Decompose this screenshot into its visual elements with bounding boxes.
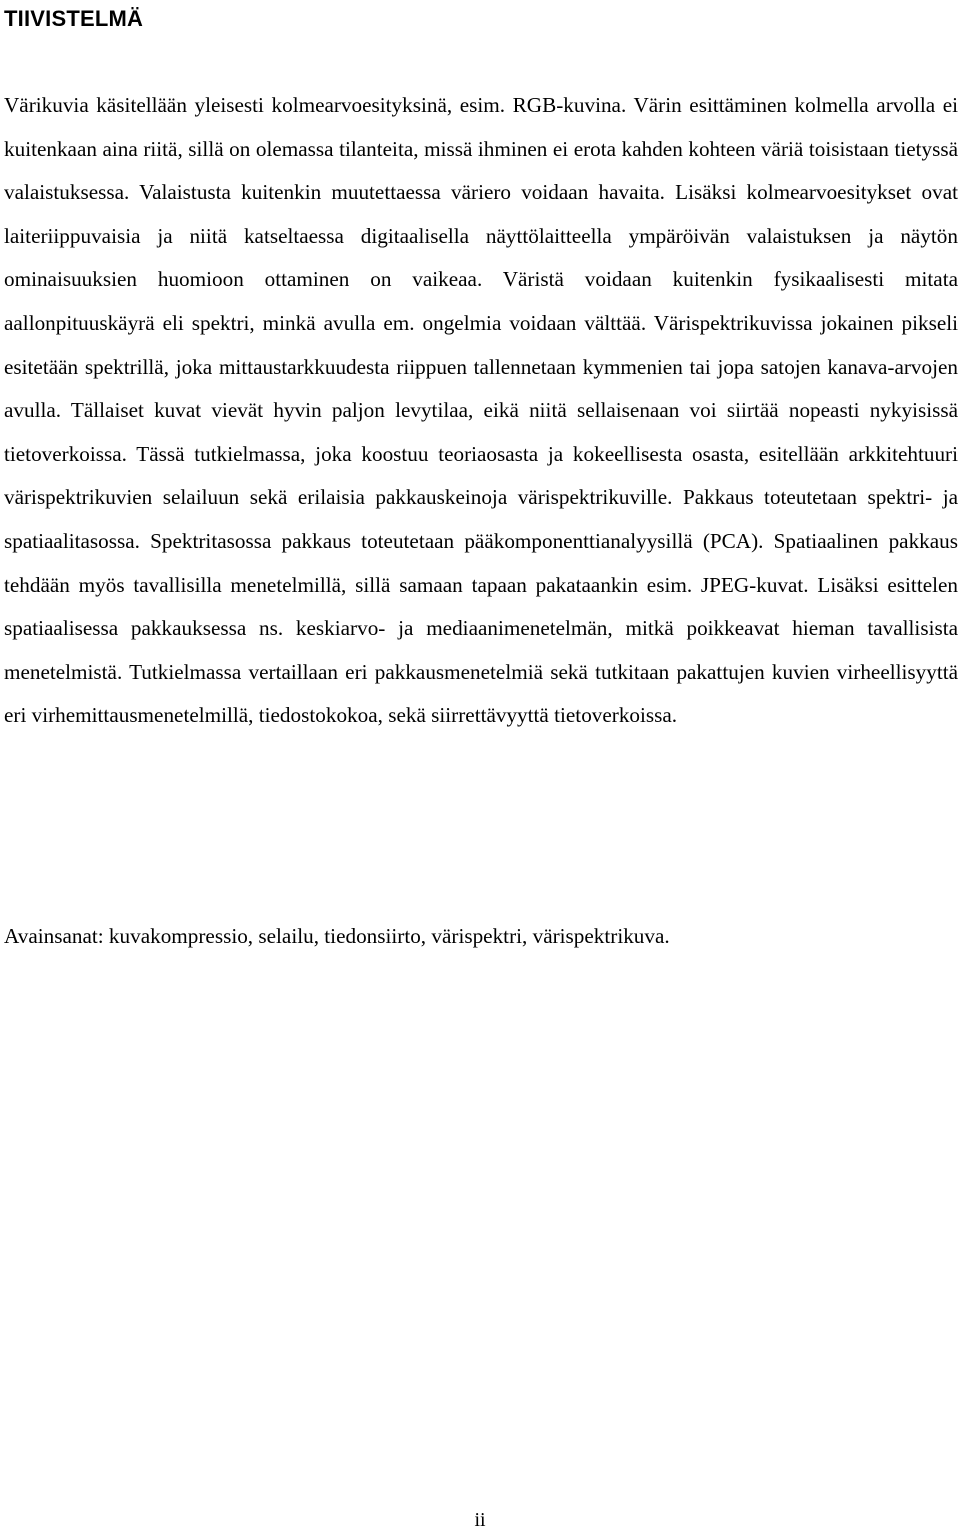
page-number: ii <box>474 1509 486 1531</box>
keywords-line: Avainsanat: kuvakompressio, selailu, tiedonsiirto, värispektri, värispektrikuva. <box>4 924 670 948</box>
abstract-heading: TIIVISTELMÄ <box>4 6 144 31</box>
abstract-paragraph: Värikuvia käsitellään yleisesti kolmearvoesityksinä, esim. RGB-kuvina. Värin esittäminen kolmella arvolla ei kuitenkaan aina riitä, sillä on olemassa tilanteita, missä ihminen ei erota kahden kohteen väriä toisistaan tietyssä valaistuksessa. Valaistusta kuitenkin muutettaessa väriero voidaan havaita. Lisäksi kolmearvoesitykset ovat laiteriippuvaisia ja niitä katseltaessa digitaalisella näyttölaitteella ympäröivän valaistuksen ja näytön ominaisuuksien huomioon ottaminen on vaikeaa. Väristä voidaan kuitenkin fysikaalisesti mitata aallonpituuskäyrä eli spektri, minkä avulla em. ongelmia voidaan välttää. Värispektrikuvissa jokainen pikseli esitetään spektrillä, joka mittaustarkkuudesta riippuen tallennetaan kymmenien tai jopa satojen kanava-arvojen avulla. Tällaiset kuvat vievät hyvin paljon levytilaa, eikä niitä sellaisenaan voi siirtää nopeasti nykyisissä tietoverkoissa. Tässä tutkielmassa, joka koostuu teoriaosasta ja kokeellisesta osasta, esitellään arkkitehtuuri värispektrikuvien selailuun sekä erilaisia pakkauskeinoja värispektrikuville. Pakkaus toteutetaan spektri- ja spatiaalitasossa. Spektritasossa pakkaus toteutetaan pääkomponenttianalyysillä (PCA). Spatiaalinen pakkaus tehdään myös tavallisilla menetelmillä, sillä samaan tapaan pakataankin esim. JPEG-kuvat. Lisäksi esittelen spatiaalisessa pakkauksessa ns. keskiarvo- ja mediaanimenetelmän, mitkä poikkeavat hieman tavallisista menetelmistä. Tutkielmassa vertaillaan eri pakkausmenetelmiä sekä tutkitaan pakattujen kuvien virheellisyyttä eri virhemittausmenetelmillä, tiedostokokoa, sekä siirrettävyyttä tietoverkoissa. <box>4 93 958 728</box>
